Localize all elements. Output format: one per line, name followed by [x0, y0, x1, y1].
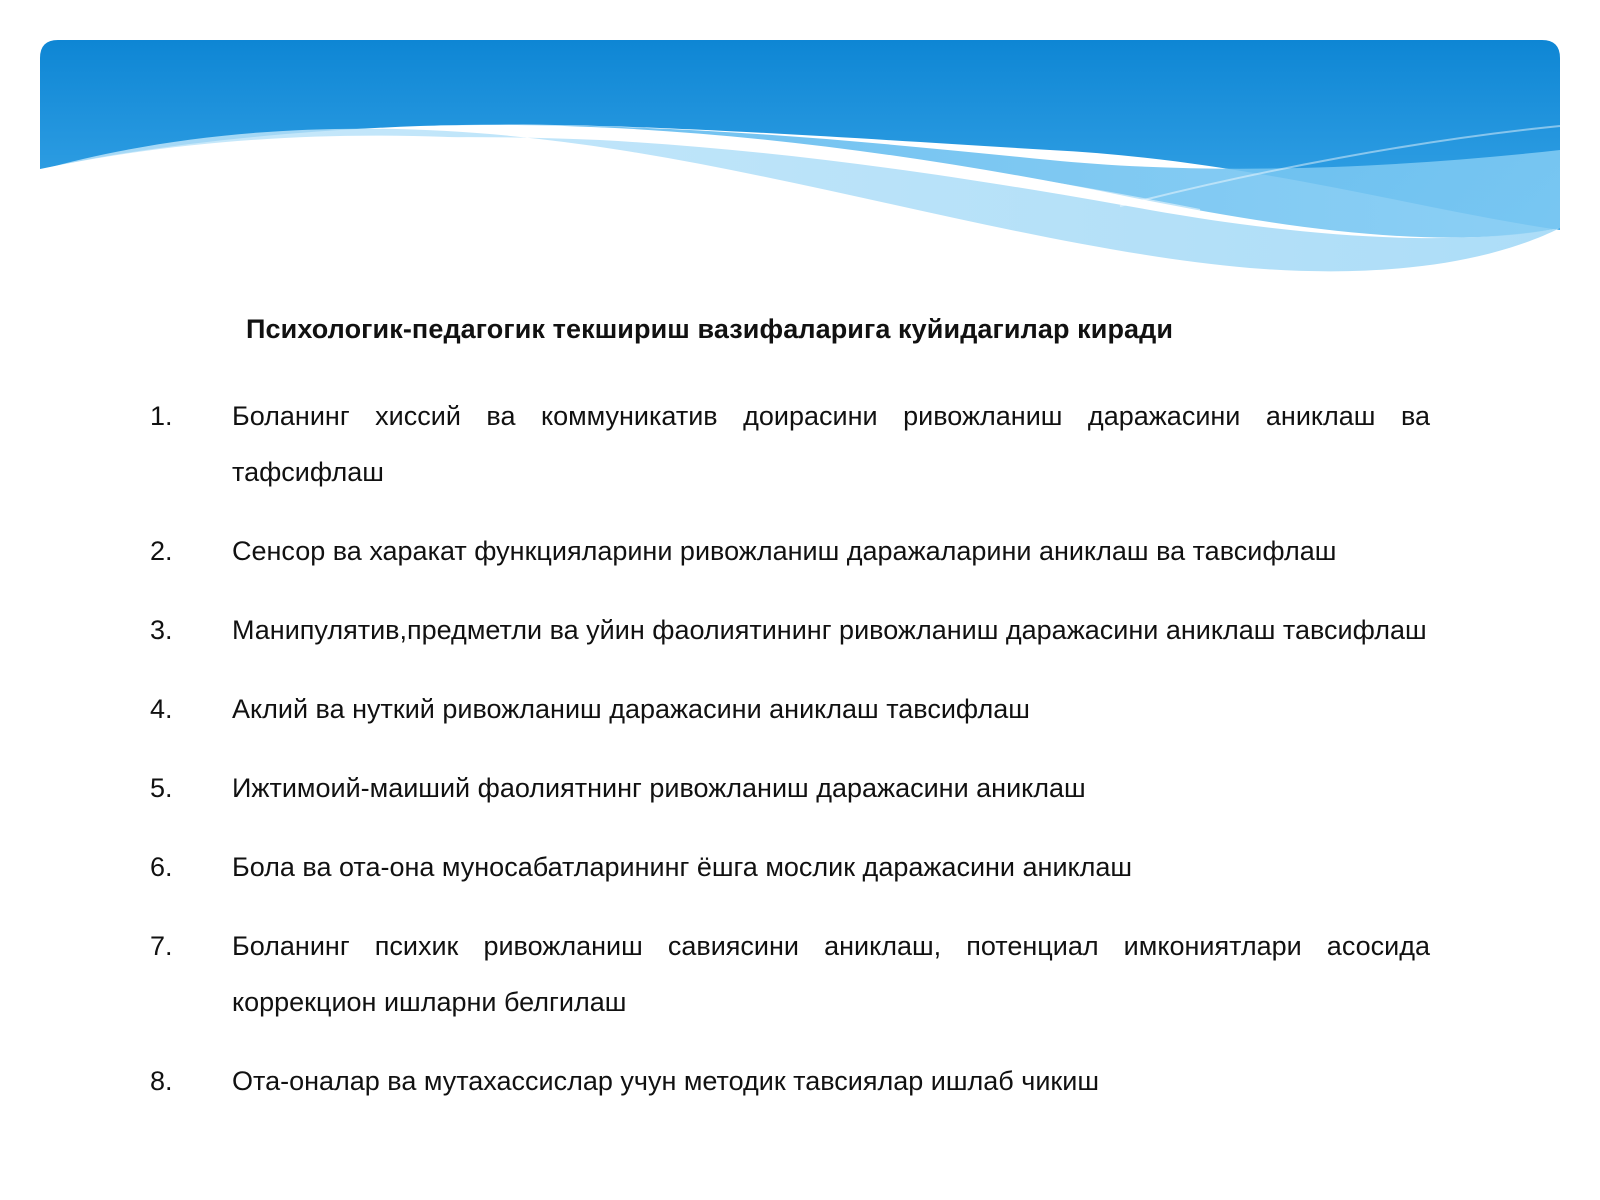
list-item — [150, 760, 1430, 816]
list-item-text: Сенсор ва харакат функцияларини ривожланиш даражаларини аниклаш ва тавсифлаш — [232, 536, 1337, 566]
list-item — [150, 602, 1430, 658]
list-item — [150, 918, 1430, 1030]
list-item-text: Боланинг психик ривожланиш савиясини аниклаш, потенциал имкониятлари асосида коррекцион ишларни белгилаш — [232, 931, 1430, 1017]
list-item-number: 2. — [150, 536, 173, 566]
list-item-number: 5. — [150, 773, 173, 803]
list-item-text: Боланинг хиссий ва коммуникатив доирасини ривожланиш даражасини аниклаш ва тафсифлаш — [232, 401, 1430, 487]
list-item-number: 4. — [150, 694, 173, 724]
list-item-number: 3. — [150, 615, 173, 645]
list-item-text: Ота-оналар ва мутахассислар учун методик тавсиялар ишлаб чикиш — [232, 1066, 1099, 1096]
list-item-number: 1. — [150, 401, 173, 431]
list-item-number: 8. — [150, 1066, 173, 1096]
list-item-text: Бола ва ота-она муносабатларининг ёшга мослик даражасини аниклаш — [232, 852, 1133, 882]
list-item-number: 7. — [150, 931, 173, 961]
header-wave-decoration — [0, 0, 1600, 300]
list-item-text: Аклий ва нуткий ривожланиш даражасини аниклаш тавсифлаш — [232, 694, 1030, 724]
slide-title: Психологик-педагогик текшириш вазифаларига куйидагилар киради — [246, 314, 1174, 344]
list-item-text: Ижтимоий-маиший фаолиятнинг ривожланиш даражасини аниклаш — [232, 773, 1086, 803]
list-item — [150, 681, 1430, 737]
list-item — [150, 523, 1430, 579]
list-item — [150, 1053, 1430, 1109]
list-item-number: 6. — [150, 852, 173, 882]
list-item — [150, 839, 1430, 895]
list-item-text: Манипулятив,предметли ва уйин фаолиятининг ривожланиш даражасини аниклаш тавсифлаш — [232, 615, 1427, 645]
list-item — [150, 388, 1430, 500]
task-list — [150, 388, 1430, 1132]
